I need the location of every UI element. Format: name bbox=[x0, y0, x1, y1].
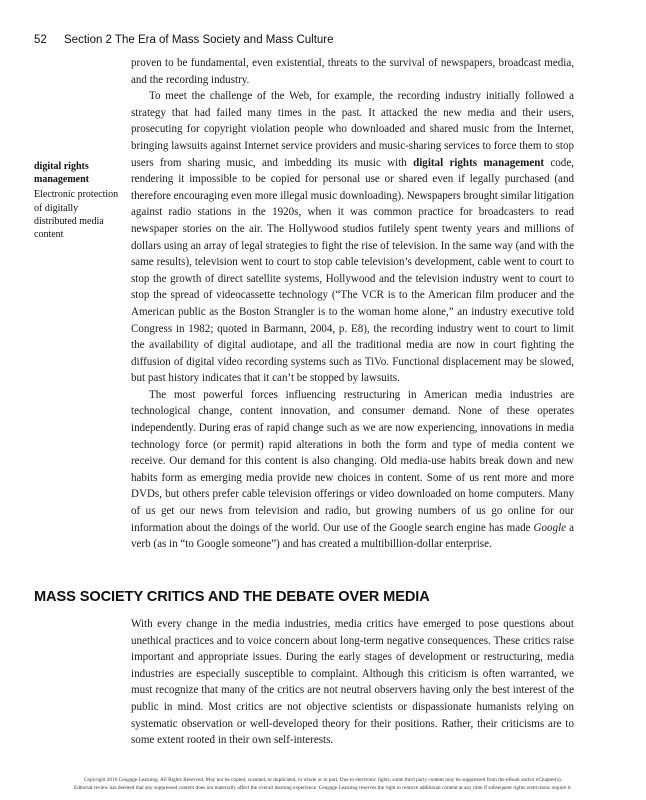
paragraph-restructuring-forces bbox=[131, 387, 574, 553]
body-text bbox=[131, 55, 574, 553]
footer-line: Editorial review has deemed that any suppressed content does not materially affect the overall learning experience. Cengage Learning reserves the right to remove additional content at any time if subsequent rights restrictions require it. bbox=[73, 785, 573, 791]
section-body-text bbox=[131, 616, 574, 749]
footer-line: Copyright 2010 Cengage Learning. All Rights Reserved. May not be copied, scanned, or duplicated, in whole or in part. Due to electronic rights, some third party content may be suppressed from the eBook and/or eChapter(s). bbox=[83, 777, 563, 783]
running-head bbox=[34, 34, 334, 46]
section-title: Section 2 The Era of Mass Society and Mass Culture bbox=[64, 34, 334, 46]
paragraph-media-critics: With every change in the media industries, media critics have emerged to pose questions about unethical practices and to voice concern about long-term negative consequences. These critics raise important and appropriate issues. During the early stages of development or restructuring, media industries are especially susceptible to complaint. Although this criticism is often warranted, we must recognize that many of the critics are not neutral observers having only the best interest of the public in mind. Most critics are not objective scientists or dispassionate humanists relying on systematic observation or well-developed theory for their positions. Rather, their criticisms are to some extent rooted in their own self-interests. bbox=[131, 618, 574, 747]
paragraph-recording-industry bbox=[131, 88, 574, 387]
copyright-footer bbox=[10, 776, 636, 792]
margin-glossary-note bbox=[34, 160, 122, 241]
paragraph-text: The most powerful forces influencing restructuring in American media industries are technological change, content innovation, and consumer demand. None of these operates independently. During eras of rapid change such as we are now experiencing, innovations in media technology force (or permit) rapid alterations in both the form and type of media content we receive. Our demand for this content is also changing. Old media-use habits break down and new habits form as emerging media provide new choices in content. Some of us rent more and more DVDs, but others prefer cable television offerings or video downloaded on home computers. Many of us get our news from television and radio, but growing numbers of us go online for our information about the doings of the world. Our use of the Google search engine has made bbox=[131, 388, 574, 534]
page-number: 52 bbox=[34, 34, 47, 46]
paragraph-text: a verb (as in “to Google someone”) and has created a multibillion-dollar enterprise. bbox=[131, 521, 574, 551]
glossary-definition: Electronic protection of digitally distributed media content bbox=[34, 189, 119, 241]
paragraph-continued: proven to be fundamental, even existential, threats to the survival of newspapers, broadcast media, and the recording industry. bbox=[131, 57, 574, 86]
glossary-term: digital rights management bbox=[34, 161, 89, 186]
paragraph-text: To meet the challenge of the Web, for example, the recording industry initially followed a strategy that had failed many times in the past. It attacked the new media and their users, prosecuting for copyright violation people who downloaded and shared music from the Internet, bringing lawsuits against Internet service providers and music-sharing services to force them to stop users from sharing music, and imbedding its music with bbox=[131, 90, 574, 169]
section-heading: MASS SOCIETY CRITICS AND THE DEBATE OVER MEDIA bbox=[34, 589, 430, 605]
key-term-digital-rights-management: digital rights management bbox=[413, 156, 545, 169]
italic-google: Google bbox=[533, 521, 567, 534]
paragraph-text: code, rendering it impossible to be copied for personal use or shared even if legally purchased (and therefore encouraging even more illegal music downloading). Newspapers brought similar litigation against radio stations in the 1920s, when it was common practice for broadcasters to read newspaper stories on the air. The Hollywood studios futilely spent twenty years and millions of dollars using an array of legal strategies to fight the rise of television. In the same way (and with the same results), television went to court to stop cable television’s development, cable went to court to stop the growth of direct satellite systems, Hollywood and the television industry went to court to stop the spread of videocassette technology (“The VCR is to the American film producer and the American public as the Boston Strangler is to the woman home alone,” an industry executive told Congress in 1982; quoted in Barmann, 2004, p. E8), the recording industry went to court to limit the availability of digital audiotape, and all the traditional media are now in court fighting the diffusion of digital video recording systems such as TiVo. Functional displacement may be slowed, but past history indicates that it can’t be stopped by lawsuits. bbox=[131, 156, 574, 385]
